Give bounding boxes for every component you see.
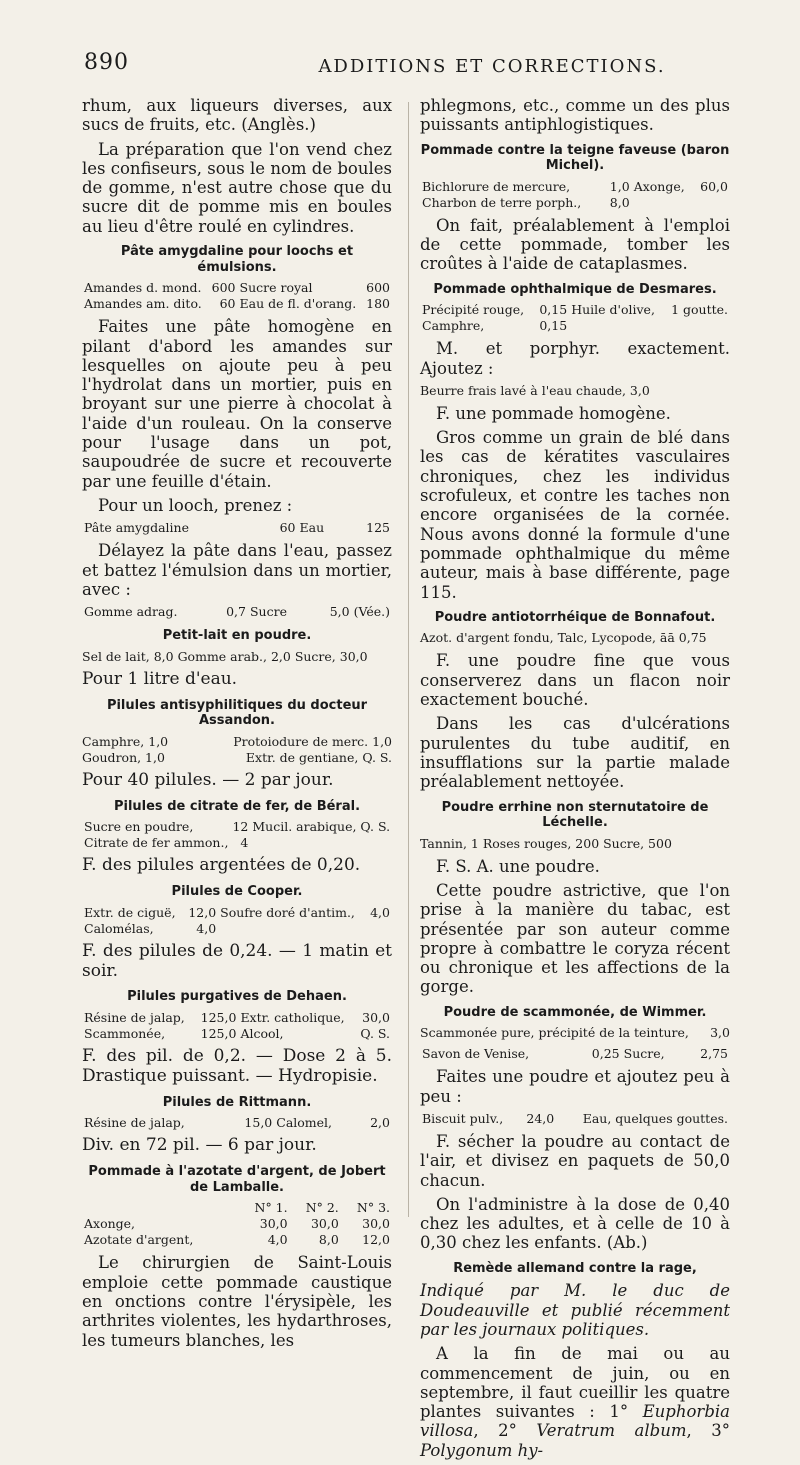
column-label: N° 3. [356,1200,390,1216]
quantity: 0,25 [591,1046,620,1062]
recipe-title: Pilules de Cooper. [171,884,303,900]
ingredient: Biscuit pulv., [422,1110,504,1126]
ingredient-table [82,1200,392,1248]
quantity: 24,0 [526,1110,555,1126]
ingredient-row [82,1115,392,1131]
formula-row [82,734,392,750]
ingredient-table [82,520,392,536]
formula-block [420,1025,730,1041]
paragraph: phlegmons, etc., comme un des plus puissants antiphlogistiques. [420,96,730,135]
ingredient-table [420,179,730,211]
quantity: 60 [279,520,296,536]
ingredient-table [420,302,730,334]
ingredient-row [82,835,392,851]
running-title: ADDITIONS ET CORRECTIONS. [318,56,666,77]
ingredient: Pâte amygdaline [84,520,189,536]
formula-line: Sel de lait, 8,0 Gomme arab., 2,0 Sucre, 30,0 [82,648,368,664]
ingredient-row [82,604,392,620]
ingredient-row [420,302,730,318]
ingredient-row [420,318,730,334]
ingredient-row [82,280,392,296]
paragraph: M. et porphyr. exactement. Ajoutez : [420,339,730,378]
paragraph: Faites une poudre et ajoutez peu à peu : [420,1067,730,1106]
recipe-title: Pommade à l'azotate d'argent, de Jobert de Lamballe. [88,1164,386,1195]
quantity: 5,0 (Vée.) [329,604,390,620]
ingredient-row [82,1026,392,1042]
paragraph: Div. en 72 pil. — 6 par jour. [82,1135,317,1156]
ingredient: Eau de fl. d'orang. [239,296,357,312]
ingredient: Camphre, 1,0 [82,733,169,749]
paragraph: F. une pommade homogène. [436,403,671,423]
ingredient-table [82,905,392,937]
ingredient-table [82,819,392,851]
ingredient: Résine de jalap, [84,1010,185,1026]
ingredient: Sucre [249,604,287,620]
italic-text: Indiqué par M. le duc de Doudeauville et publié récemment par les journaux politiques. [420,1281,730,1339]
ingredient [250,835,392,851]
quantity: 12 [232,819,249,835]
ingredient-row [420,1046,730,1062]
paragraph: Pour 1 litre d'eau. [82,668,238,689]
ingredient-row [420,179,730,195]
recipe-title: Pommade contre la teigne faveuse (baron Michel). [420,142,730,174]
paragraph: F. des pil. de 0,2. — Dose 2 à 5. Drastique puissant. — Hydropisie. [82,1046,392,1086]
quantity: 30,0 [259,1216,288,1232]
ingredient: Protoiodure de merc. 1,0 [233,733,392,749]
quantity: 12,0 [188,904,217,920]
quantity: Q. S. [360,1026,390,1042]
formula-row [82,750,392,766]
ingredient-row [420,195,730,211]
ingredient: Eau [299,520,325,536]
paragraph: Cette poudre astrictive, que l'on prise à la manière du tabac, est présentée par son auteur comme propre à combattre le coryza récent ou chronique et les affections de la gorge. [420,880,730,997]
text-run: , 2° [473,1421,537,1441]
page-number: 890 [84,50,129,75]
column-divider [408,102,409,1217]
quantity: 15,0 [244,1115,273,1131]
ingredient: Précipité rouge, [422,302,525,318]
recipe-title: Poudre de scammonée, de Wimmer. [443,1004,707,1020]
quantity: 2,0 [370,1115,390,1131]
recipe-title: Petit-lait en poudre. [162,628,312,644]
formula-line: Azot. d'argent fondu, Talc, Lycopode, āā 0,75 [420,630,707,646]
paragraph: On fait, préalablement à l'emploi de cette pommade, tomber les croûtes à l'aide de cataplasmes. [420,215,730,274]
quantity: 600 [211,280,236,296]
ingredient-table [82,1010,392,1042]
ingredient: Sucre royal [239,280,313,296]
ingredient: Scammonée, [84,1026,166,1042]
formula-block [82,734,392,766]
quantity: 30,0 [362,1010,390,1026]
quantity: 12,0 [362,1232,390,1248]
quantity: 4,0 [370,904,390,920]
ingredient-table [420,1046,730,1062]
paragraph: Faites une pâte homogène en pilant d'abord les amandes sur lesquelles on ajoute peu à peu l'hydrolat dans un mortier, puis en broyant sur une pierre à chocolat à l'aide d'un rouleau. On la conserve pour l'usage dans un pot, saupoudrée de sucre et recouverte par une feuille d'étain. [82,317,392,491]
text-run: , 3° [686,1421,730,1441]
recipe-title: Pommade ophthalmique de Desmares. [433,281,717,297]
quantity: 0,7 [226,604,246,620]
recipe-title: Pâte amygdaline pour loochs et émulsions. [120,244,354,275]
quantity: 125,0 [200,1026,237,1042]
ingredient [632,195,694,211]
quantity: 600 [366,280,390,296]
ingredient-row [82,905,392,921]
paragraph: Dans les cas d'ulcérations purulentes du tube auditif, en insufflations sur la partie malade préalablement nettoyée. [420,714,730,792]
ingredient: Amandes am. dito. [84,296,202,312]
recipe-title: Pilules de Rittmann. [162,1094,312,1110]
quantity: 0,15 [539,302,568,318]
quantity: 125,0 [200,1010,237,1026]
quantity: 3,0 [710,1025,730,1041]
left-column [82,96,392,1355]
ingredient: Eau, quelques gouttes. [582,1110,728,1126]
ingredient-row [82,921,392,937]
quantity: 60,0 [700,178,728,194]
ingredient: Azotate d'argent, [84,1232,194,1248]
ingredient-row [82,1232,392,1248]
recipe-title: Pilules de citrate de fer, de Béral. [113,798,361,814]
paragraph: Pour un looch, prenez : [98,495,293,515]
paragraph: rhum, aux liqueurs diverses, aux sucs de fruits, etc. (Anglès.) [82,96,392,135]
paragraph: On l'administre à la dose de 0,40 chez les adultes, et à celle de 10 à 0,30 chez les enfants. (Ab.) [420,1194,730,1253]
ingredient: Huile d'olive, [571,302,655,318]
paragraph: La préparation que l'on vend chez les confiseurs, sous le nom de boules de gomme, n'est autre chose que du sucre dit de pomme mis en boules au lieu d'être roulé en cylindres. [82,139,392,236]
ingredient: Goudron, 1,0 [82,749,165,765]
plant-name: Euphorbia villosa [420,1402,730,1441]
quantity: 4,0 [267,1232,288,1248]
ingredient: Calomélas, [84,920,154,936]
paragraph: Délayez la pâte dans l'eau, passez et battez l'émulsion dans un mortier, avec : [82,541,392,599]
text-run: A la fin de mai ou au commencement de juin, ou en septembre, il faut cueillir les quatre plantes suivantes : 1° [420,1344,730,1422]
paragraph: F. des pilules argentées de 0,20. [82,855,361,876]
ingredient [82,1200,238,1216]
ingredient-row [420,1111,730,1127]
recipe-title: Pilules purgatives de Dehaen. [127,989,347,1005]
formula-line: Tannin, 1 Roses rouges, 200 Sucre, 500 [420,835,672,851]
quantity: 1,0 [609,178,630,194]
ingredient: Charbon de terre porph., [422,194,582,210]
ingredient: Résine de jalap, [84,1115,185,1131]
paragraph: F. des pilules de 0,24. — 1 matin et soir. [82,940,392,981]
ingredient: Scammonée pure, précipité de la teinture, [420,1025,689,1041]
quantity: 0,15 [539,318,568,334]
ingredient: Savon de Venise, [422,1046,530,1062]
quantity: 1 goutte. [671,302,728,318]
ingredient: Axonge, [84,1216,136,1232]
right-column [420,96,730,1465]
quantity: 30,0 [310,1216,339,1232]
paragraph-italic [420,1281,730,1339]
ingredient: Calomel, [276,1115,333,1131]
quantity: 8,0 [609,194,630,210]
paragraph: F. S. A. une poudre. [436,856,600,876]
ingredient-row [82,819,392,835]
paragraph: Gros comme un grain de blé dans les cas de kératites vasculaires chroniques, chez les individus scrofuleux, et contre les taches non encore organisées de la cornée. Nous avons donné la formule d'une pommade ophthalmique du même auteur, mais à base différente, page 115. [420,428,730,602]
ingredient-row [82,1216,392,1232]
ingredient: Alcool, [240,1026,284,1042]
column-label: N° 2. [305,1200,339,1216]
ingredient-table [82,604,392,620]
ingredient: Extr. de gentiane, Q. S. [245,749,392,765]
ingredient-row [82,1010,392,1026]
quantity: 60 [219,296,236,312]
recipe-title: Poudre errhine non sternutatoire de Léchelle. [441,799,709,831]
ingredient: Camphre, [422,318,485,334]
recipe-title: Poudre antiotorrhéique de Bonnafout. [434,609,716,625]
quantity [366,921,392,937]
paragraph [420,1344,730,1460]
ingredient [569,318,664,334]
column-label: N° 1. [254,1200,288,1216]
paragraph: Le chirurgien de Saint-Louis emploie cette pommade caustique en onctions contre l'érysipèle, les arthrites violentes, les hydarthroses, les tumeurs blanches, les [82,1253,392,1350]
quantity [694,195,730,211]
ingredient: Extr. de ciguë, [84,904,176,920]
ingredient: Gomme adrag. [84,604,178,620]
ingredient: Sucre, [623,1046,665,1062]
quantity: 125 [366,520,390,536]
quantity: 30,0 [362,1216,390,1232]
quantity: 2,75 [700,1046,728,1062]
ingredient-table [82,1115,392,1131]
recipe-title: Remède allemand contre la rage, [453,1260,697,1276]
ingredient-row [82,520,392,536]
plant-name: Veratrum album [536,1421,687,1441]
plant-name: Polygonum hy- [420,1440,544,1460]
ingredient: Amandes d. mond. [84,280,202,296]
ingredient: Sucre en poudre, [84,819,194,835]
quantity: 4,0 [196,920,217,936]
ingredient-table [420,1111,730,1127]
recipe-title: Pilules antisyphilitiques du docteur Assandon. [106,697,368,729]
ingredient-row [82,296,392,312]
ingredient: Mucil. arabique, Q. S. [252,819,391,835]
paragraph: F. une poudre fine que vous conserverez dans un flacon noir exactement bouché. [420,651,730,710]
formula-line: Beurre frais lavé à l'eau chaude, 3,0 [420,382,650,398]
ingredient: Bichlorure de mercure, [422,178,571,194]
quantity: 180 [366,296,390,312]
quantity [664,318,730,334]
quantity: 4 [240,835,249,851]
ingredient: Axonge, [633,178,685,194]
ingredient-table [82,280,392,312]
ingredient [218,921,366,937]
quantity: 8,0 [318,1232,339,1248]
paragraph: Pour 40 pilules. — 2 par jour. [82,769,334,790]
formula-row [420,1025,730,1041]
ingredient-header-row [82,1200,392,1216]
paragraph: F. sécher la poudre au contact de l'air, et divisez en paquets de 50,0 chacun. [420,1131,730,1190]
ingredient: Citrate de fer ammon., [84,835,229,851]
ingredient: Soufre doré d'antim., [220,904,355,920]
ingredient: Extr. catholique, [240,1010,345,1026]
